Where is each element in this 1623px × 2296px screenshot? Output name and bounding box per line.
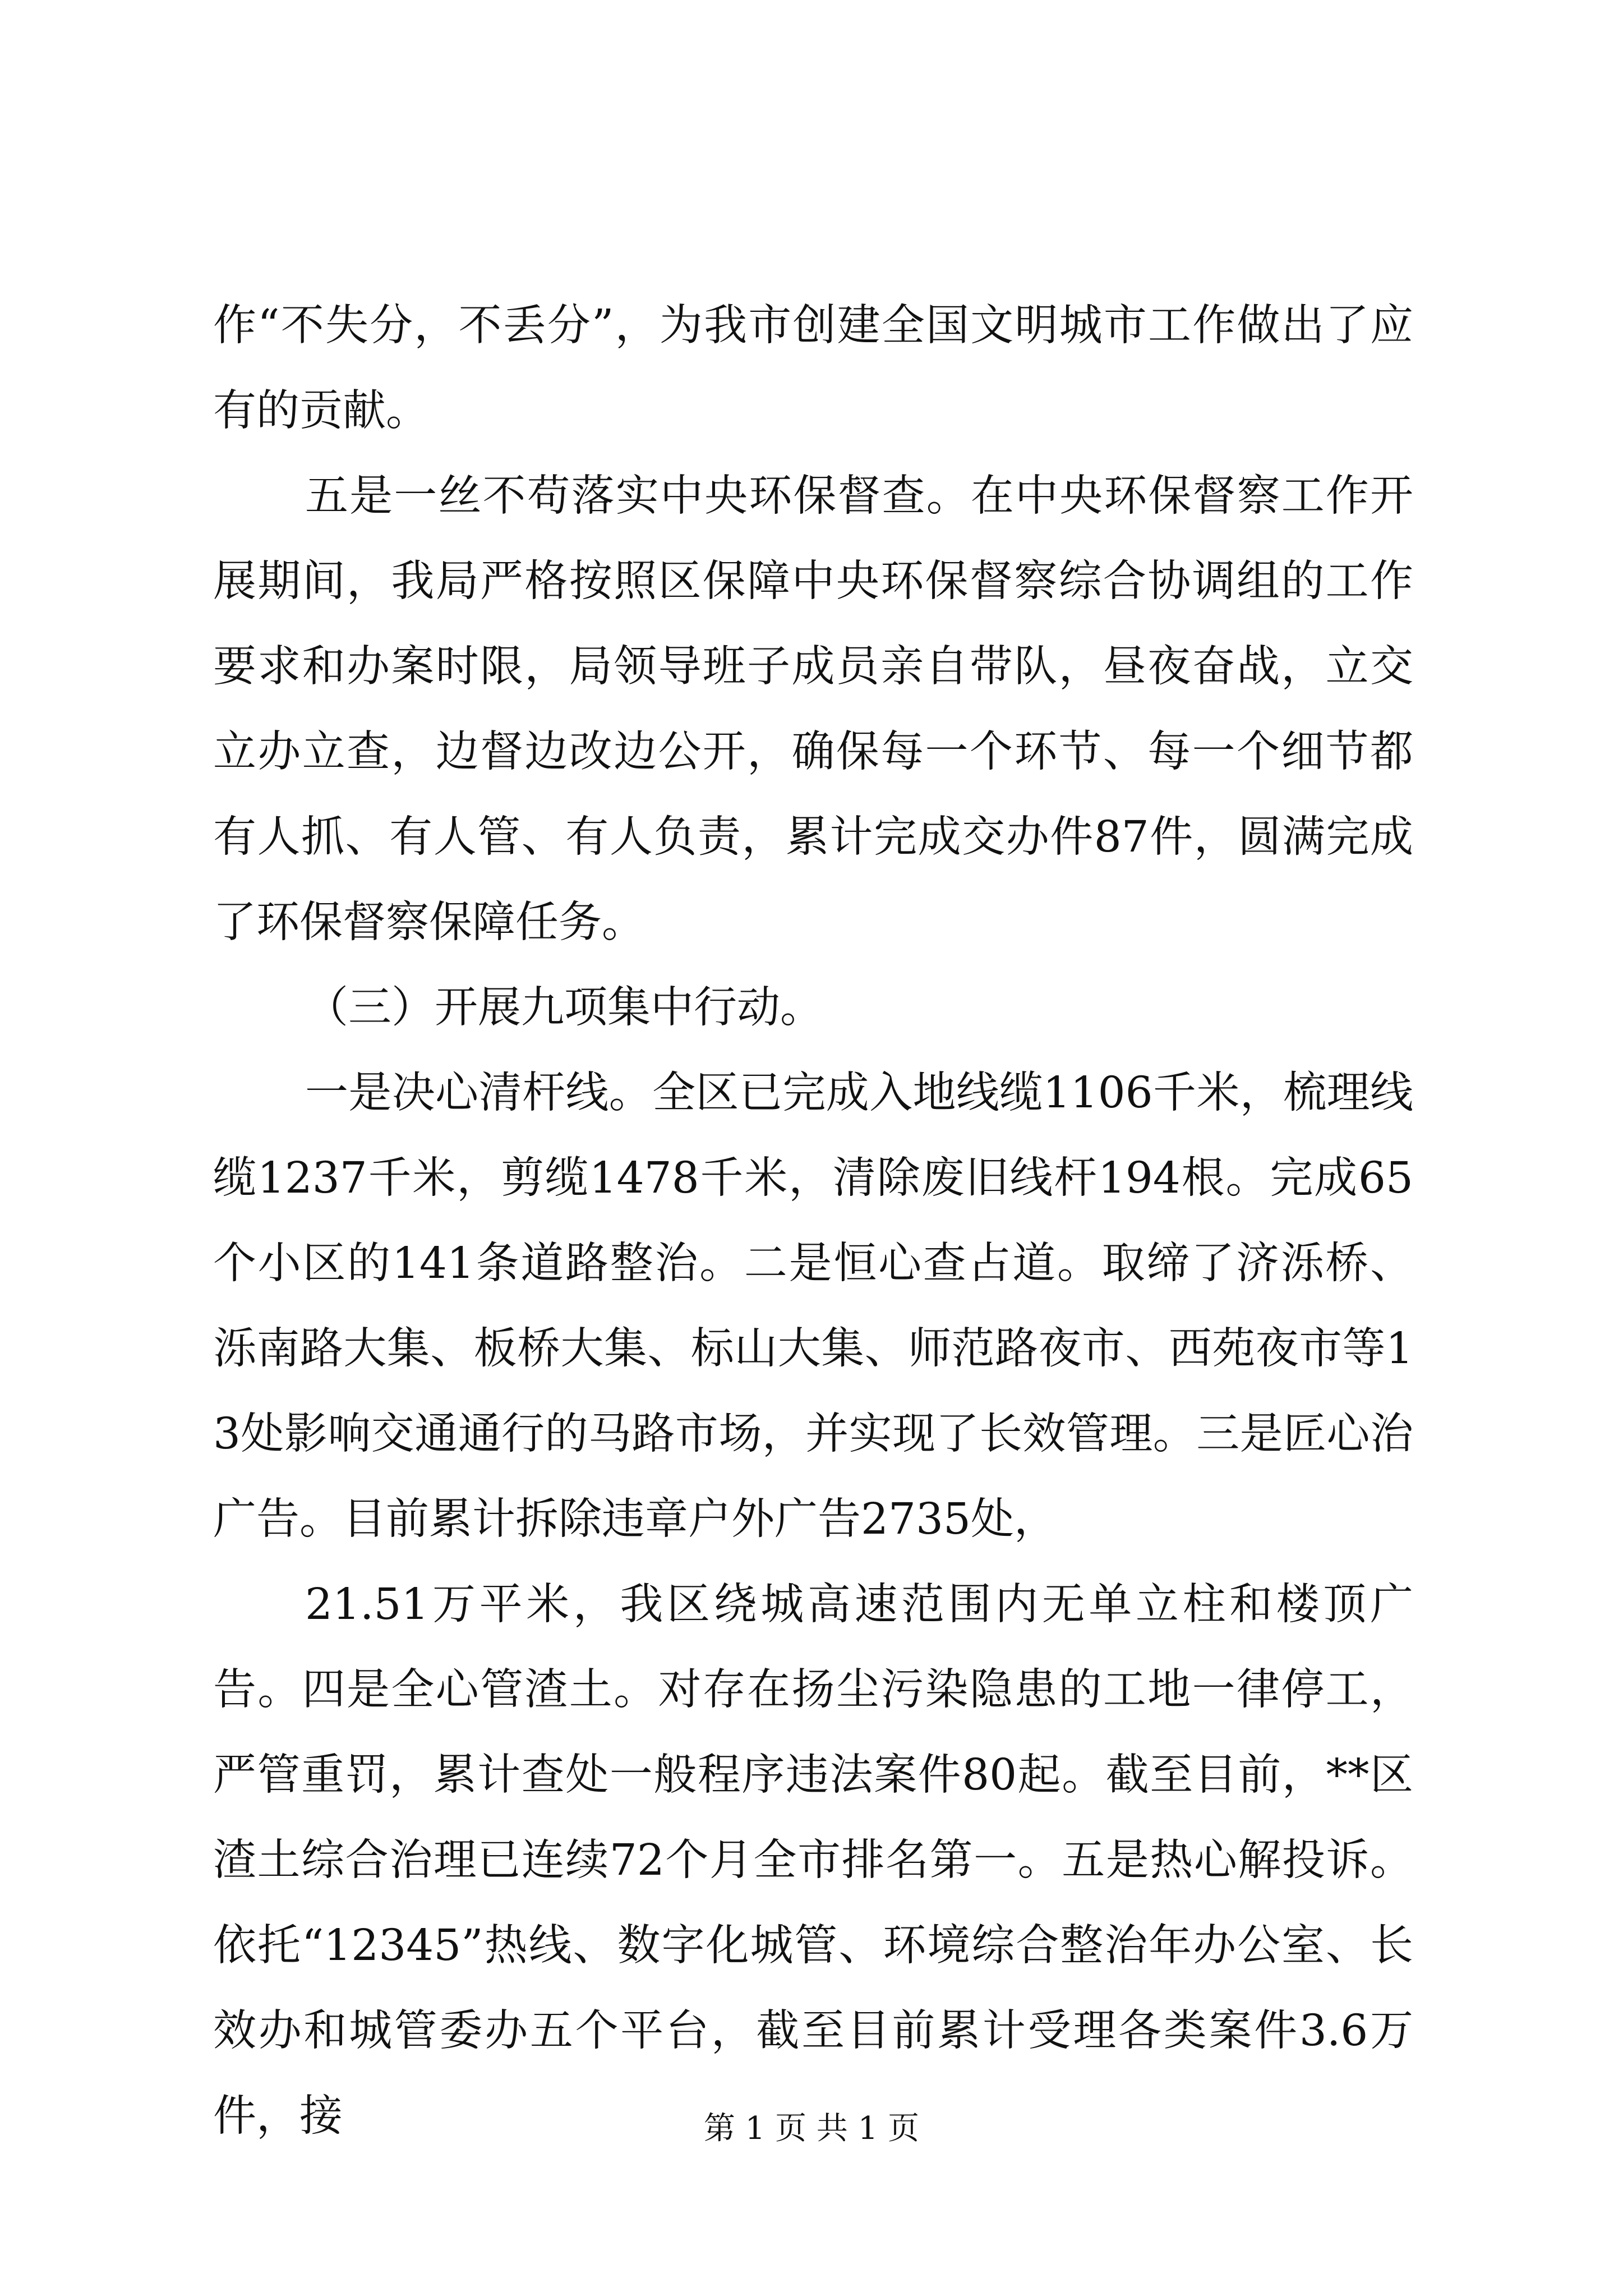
- paragraph-5: 21.51万平米，我区绕城高速范围内无单立柱和楼顶广告。四是全心管渣土。对存在扬尘污染隐患的工地一律停工，严管重罚，累计查处一般程序违法案件80起。截至目前，**区渣土综合治理已连续72个月全市排名第一。五是热心解投诉。依托“12345”热线、数字化城管、环境综合整治年办公室、长效办和城管委办五个平台，截至目前累计受理各类案件3.6万件，接: [213, 1580, 1413, 2141]
- paragraph-4: 一是决心清杆线。全区已完成入地线缆1106千米，梳理线缆1237千米，剪缆1478千米，清除废旧线杆194根。完成65个小区的141条道路整治。二是恒心查占道。取缔了济泺桥、泺南路大集、板桥大集、标山大集、师范路夜市、西苑夜市等13处影响交通通行的马路市场，并实现了长效管理。三是匠心治广告。目前累计拆除违章户外广告2735处，: [213, 1068, 1413, 1544]
- page-footer: 第 1 页 共 1 页: [703, 2110, 920, 2147]
- paragraph-2: 五是一丝不苟落实中央环保督查。在中央环保督察工作开展期间，我局严格按照区保障中央环保督察综合协调组的工作要求和办案时限，局领导班子成员亲自带队，昼夜奋战，立交立办立查，边督边改边公开，确保每一个环节、每一个细节都有人抓、有人管、有人负责，累计完成交办件87件，圆满完成了环保督察保障任务。: [213, 471, 1413, 947]
- document-body: [213, 283, 1413, 2159]
- paragraph-3-heading: （三）开展九项集中行动。: [305, 983, 823, 1033]
- paragraph-1: 作“不失分，不丢分”，为我市创建全国文明城市工作做出了应有的贡献。: [213, 301, 1413, 436]
